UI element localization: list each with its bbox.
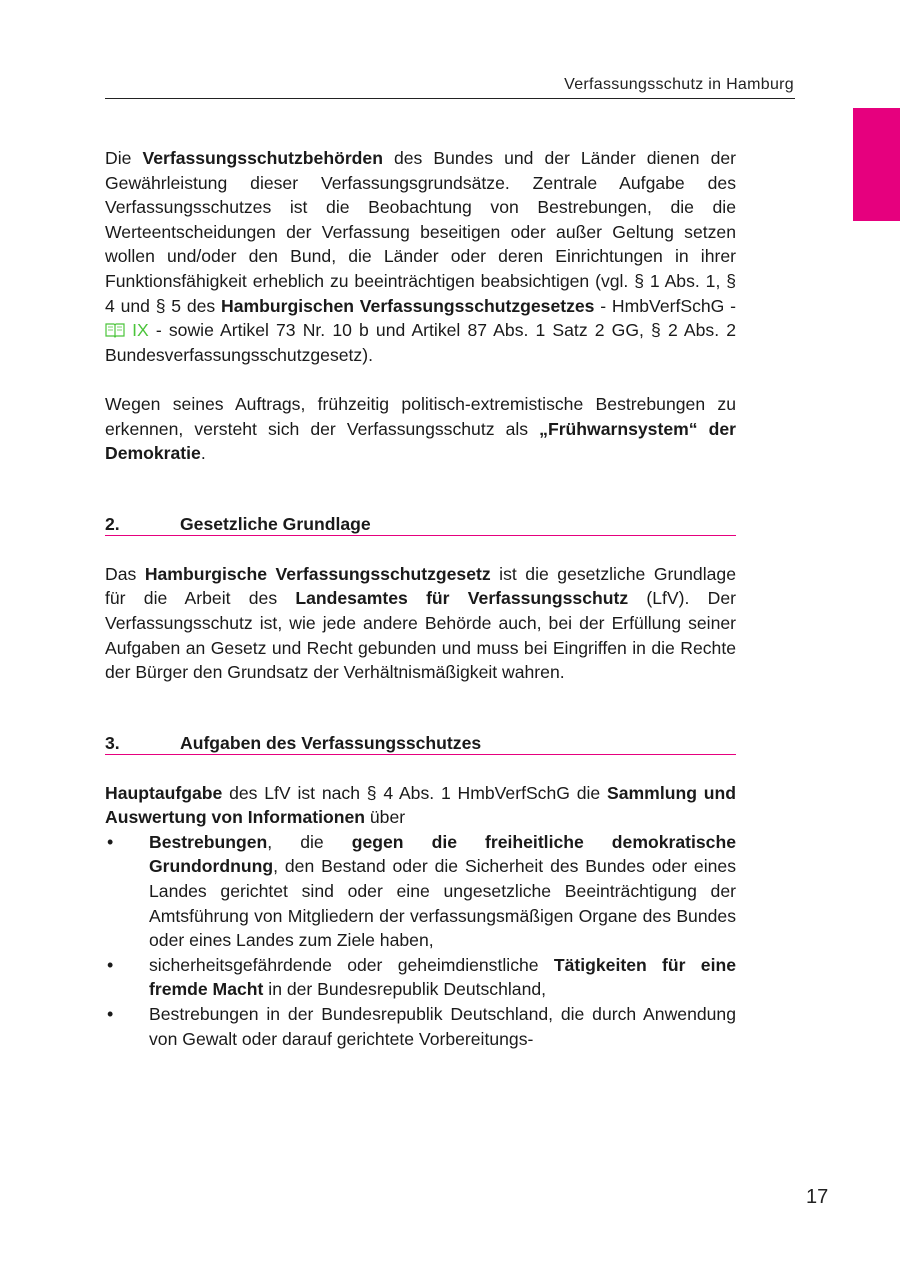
page-body: [105, 146, 736, 1051]
appendix-reference-link[interactable]: IX: [105, 320, 149, 340]
section-2-heading: [105, 513, 736, 536]
bullet-icon: •: [107, 831, 114, 852]
intro-paragraph-2: Wegen seines Auftrags, frühzeitig politisch-extremistische Bestrebungen zu erkennen, versteht sich der Verfassungsschutz als „Frühwarnsystem“ der Demokratie.: [105, 393, 736, 464]
list-item: • Bestrebungen, die gegen die freiheitliche demokratische Grundordnung, den Bestand oder die Sicherheit des Bundes oder eines Landes gerichtet sind oder eine ungesetzliche Beeinträchtigung der Amtsführung von Mitgliedern der verfassungsmäßigen Organe des Bundes oder eines Landes zum Ziele haben,: [107, 831, 736, 951]
section-2-number: 2.: [105, 513, 120, 534]
section-2-paragraph: Das Hamburgische Verfassungsschutzgesetz ist die gesetzliche Grundlage für die Arbeit des Landesamtes für Verfassungsschutz (LfV). Der Verfassungsschutz ist, wie jede andere Behörde auch, bei der Erfüllung seiner Aufgaben an Gesetz und Recht gebunden und muss bei Eingriffen in die Rechte der Bürger den Grundsatz der Verhältnismäßigkeit wahren.: [105, 563, 737, 683]
page-number: 17: [806, 1186, 829, 1208]
bullet-icon: •: [107, 954, 114, 975]
bullet-icon: •: [107, 1004, 114, 1025]
section-2-title: Gesetzliche Grundlage: [180, 513, 371, 534]
list-item: • sicherheitsgefährdende oder geheimdienstliche Tätigkeiten für eine fremde Macht in der Bundesrepublik Deutschland,: [107, 954, 736, 1000]
header-divider: [105, 98, 795, 99]
section-3-heading: [105, 732, 736, 755]
term-hmbverfschg: Hamburgischen Verfassungsschutzgesetzes: [221, 295, 595, 316]
book-icon: [105, 322, 125, 338]
running-header: Verfassungsschutz in Hamburg: [564, 76, 794, 93]
term-verfassungsschutzbehoerden: Verfassungsschutzbehörden: [142, 148, 383, 168]
section-3-number: 3.: [105, 732, 120, 753]
intro-paragraph-1: Die Verfassungsschutzbehörden des Bundes und der Länder dienen der Gewährleistung dieser Verfassungsgrundsätze. Zentrale Aufgabe des Verfassungsschutzes ist die Beobachtung von Bestrebungen, die die Werteentscheidungen der Verfassung beseitigen oder außer Geltung setzen wollen und/oder den Bund, die Länder oder deren Einrichtungen in ihrer Funktionsfähigkeit erheblich zu beeinträchtigen beabsichtigen (vgl. § 1 Abs. 1, § 4 und § 5 des Hamburgischen Verfassungsschutzgesetzes - HmbVerfSchG - IX - sowie Artikel 73 Nr. 10 b und Artikel 87 Abs. 1 Satz 2 GG, § 2 Abs. 2 Bundesverfassungsschutzgesetz).: [105, 148, 737, 365]
term-fruehwarnsystem: „Frühwarnsystem“ der Demokratie: [105, 418, 736, 464]
task-list: [105, 830, 736, 1051]
section-3-paragraph: Hauptaufgabe des LfV ist nach § 4 Abs. 1 HmbVerfSchG die Sammlung und Auswertung von Informationen über: [105, 782, 736, 828]
list-item: • Bestrebungen in der Bundesrepublik Deutschland, die durch Anwendung von Gewalt oder darauf gerichtete Vorbereitungs-: [107, 1004, 736, 1049]
chapter-tab-marker: [853, 108, 900, 221]
section-3-title: Aufgaben des Verfassungsschutzes: [180, 732, 482, 753]
